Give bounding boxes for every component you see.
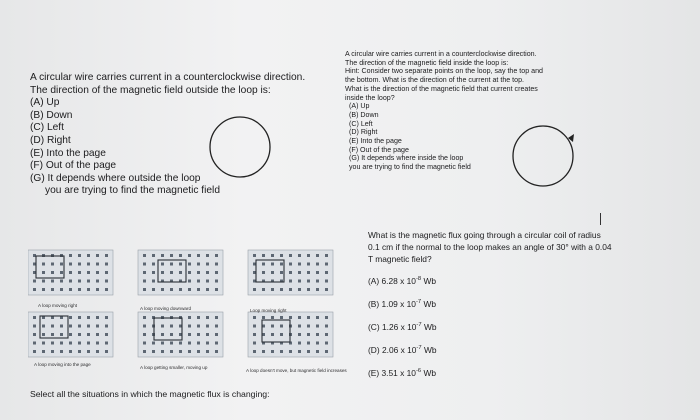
- field-dot-icon: [215, 280, 218, 283]
- field-dot-icon: [96, 254, 99, 257]
- field-dot-icon: [298, 325, 301, 328]
- q1-option-f: (F) Out of the page: [30, 160, 117, 172]
- field-dot-icon: [215, 342, 218, 345]
- field-dot-icon: [96, 271, 99, 274]
- field-dot-icon: [161, 342, 164, 345]
- field-dot-icon: [87, 271, 90, 274]
- field-dot-icon: [170, 254, 173, 257]
- field-dot-icon: [33, 333, 36, 336]
- field-dot-icon: [87, 316, 90, 319]
- field-dot-icon: [271, 333, 274, 336]
- q1-option-d: (D) Right: [30, 134, 71, 146]
- flux-caption-5: A loop getting smaller, moving up: [140, 365, 208, 370]
- field-dot-icon: [253, 342, 256, 345]
- field-dot-icon: [206, 288, 209, 291]
- flux-panel: [248, 312, 333, 357]
- field-dot-icon: [325, 254, 328, 257]
- field-dot-icon: [262, 254, 265, 257]
- field-dot-icon: [161, 263, 164, 266]
- field-dot-icon: [206, 280, 209, 283]
- field-dot-icon: [206, 316, 209, 319]
- field-dot-icon: [152, 350, 155, 353]
- field-dot-icon: [78, 350, 81, 353]
- field-dot-icon: [316, 271, 319, 274]
- field-dot-icon: [60, 271, 63, 274]
- field-dot-icon: [170, 288, 173, 291]
- field-dot-icon: [215, 254, 218, 257]
- field-dot-icon: [298, 342, 301, 345]
- q2-line: A circular wire carries current in a counterclockwise direction.: [345, 50, 537, 58]
- flux-caption-6: A loop doesn't move, but magnetic field increases: [246, 368, 347, 373]
- field-dot-icon: [316, 263, 319, 266]
- field-dot-icon: [262, 316, 265, 319]
- field-dot-icon: [289, 263, 292, 266]
- field-dot-icon: [78, 263, 81, 266]
- field-dot-icon: [298, 280, 301, 283]
- field-dot-icon: [325, 325, 328, 328]
- question-outside-loop: [30, 72, 350, 198]
- field-dot-icon: [289, 254, 292, 257]
- field-dot-icon: [96, 342, 99, 345]
- field-dot-icon: [179, 271, 182, 274]
- flux-caption-2: A loop moving downward: [140, 306, 192, 311]
- field-dot-icon: [152, 288, 155, 291]
- field-dot-icon: [51, 280, 54, 283]
- field-dot-icon: [179, 342, 182, 345]
- q1-line: The direction of the magnetic field outside the loop is:: [30, 84, 271, 96]
- field-dot-icon: [105, 325, 108, 328]
- field-dot-icon: [253, 325, 256, 328]
- field-dot-icon: [33, 342, 36, 345]
- q1-option-g-cont: you are trying to find the magnetic field: [45, 185, 220, 197]
- field-dot-icon: [307, 271, 310, 274]
- field-dot-icon: [105, 271, 108, 274]
- q2-hint: Hint: Consider two separate points on the loop, say the top and: [345, 67, 543, 76]
- field-dot-icon: [60, 350, 63, 353]
- field-dot-icon: [197, 325, 200, 328]
- field-dot-icon: [307, 280, 310, 283]
- field-dot-icon: [215, 333, 218, 336]
- field-dot-icon: [78, 342, 81, 345]
- field-dot-icon: [87, 325, 90, 328]
- field-dot-icon: [96, 280, 99, 283]
- q2-option-b: (B) Down: [349, 110, 379, 119]
- field-dot-icon: [271, 350, 274, 353]
- q1-option-c: (C) Left: [30, 122, 64, 134]
- field-dot-icon: [271, 316, 274, 319]
- field-dot-icon: [280, 288, 283, 291]
- field-dot-icon: [307, 254, 310, 257]
- field-dot-icon: [188, 280, 191, 283]
- field-dot-icon: [215, 288, 218, 291]
- q2-option-c: (C) Left: [349, 119, 373, 128]
- field-dot-icon: [188, 325, 191, 328]
- field-dot-icon: [69, 254, 72, 257]
- field-dot-icon: [179, 263, 182, 266]
- field-dot-icon: [316, 325, 319, 328]
- field-dot-icon: [105, 280, 108, 283]
- field-dot-icon: [42, 288, 45, 291]
- field-dot-icon: [51, 288, 54, 291]
- current-loop-diagram-outside: [205, 112, 275, 182]
- field-dot-icon: [87, 333, 90, 336]
- q2-line: The direction of the magnetic field inside the loop is:: [345, 58, 509, 67]
- field-dot-icon: [69, 342, 72, 345]
- field-dot-icon: [105, 263, 108, 266]
- q2-hint: the bottom. What is the direction of the current at the top.: [345, 76, 525, 85]
- field-dot-icon: [96, 333, 99, 336]
- field-dot-icon: [42, 271, 45, 274]
- field-dot-icon: [152, 280, 155, 283]
- q1-option-g: (G) It depends where outside the loop: [30, 172, 201, 184]
- field-dot-icon: [289, 316, 292, 319]
- field-dot-icon: [96, 263, 99, 266]
- field-dot-icon: [325, 316, 328, 319]
- field-dot-icon: [96, 350, 99, 353]
- field-dot-icon: [42, 342, 45, 345]
- field-dot-icon: [325, 333, 328, 336]
- field-dot-icon: [215, 263, 218, 266]
- field-dot-icon: [69, 350, 72, 353]
- field-dot-icon: [215, 350, 218, 353]
- field-dot-icon: [96, 288, 99, 291]
- field-dot-icon: [161, 288, 164, 291]
- field-dot-icon: [325, 271, 328, 274]
- q3-stem-line: 0.1 cm if the normal to the loop makes an angle of 30° with a 0.04: [368, 241, 612, 252]
- field-dot-icon: [298, 263, 301, 266]
- q2-option-g: (G) It depends where inside the loop: [349, 154, 464, 163]
- flux-caption-1: A loop moving right: [38, 303, 78, 308]
- field-dot-icon: [42, 333, 45, 336]
- field-dot-icon: [105, 333, 108, 336]
- q3-stem-line: T magnetic field?: [368, 253, 432, 264]
- q1-option-a: (A) Up: [30, 97, 60, 109]
- flux-panels-svg: [28, 248, 358, 378]
- field-dot-icon: [87, 263, 90, 266]
- field-dot-icon: [206, 350, 209, 353]
- field-dot-icon: [188, 333, 191, 336]
- q3-option-c: (C) 1.26 x $10^{-7}$ Wb: [368, 321, 437, 332]
- field-dot-icon: [325, 342, 328, 345]
- field-dot-icon: [33, 325, 36, 328]
- field-dot-icon: [253, 288, 256, 291]
- field-dot-icon: [316, 333, 319, 336]
- field-dot-icon: [197, 271, 200, 274]
- field-dot-icon: [280, 263, 283, 266]
- field-dot-icon: [262, 263, 265, 266]
- field-dot-icon: [42, 263, 45, 266]
- current-loop-diagram-inside: [505, 120, 585, 190]
- field-dot-icon: [316, 254, 319, 257]
- flux-panel: [138, 312, 223, 357]
- field-dot-icon: [51, 271, 54, 274]
- field-dot-icon: [152, 263, 155, 266]
- field-dot-icon: [105, 254, 108, 257]
- flux-caption-4: A loop moving into the page: [34, 362, 91, 367]
- current-loop-circle: [210, 117, 270, 177]
- field-dot-icon: [188, 288, 191, 291]
- field-dot-icon: [60, 263, 63, 266]
- field-dot-icon: [170, 325, 173, 328]
- field-dot-icon: [262, 350, 265, 353]
- field-dot-icon: [143, 254, 146, 257]
- field-dot-icon: [143, 342, 146, 345]
- field-dot-icon: [87, 280, 90, 283]
- field-dot-icon: [69, 325, 72, 328]
- field-dot-icon: [87, 342, 90, 345]
- field-dot-icon: [60, 342, 63, 345]
- field-dot-icon: [325, 280, 328, 283]
- field-dot-icon: [170, 342, 173, 345]
- field-dot-icon: [271, 263, 274, 266]
- field-dot-icon: [143, 288, 146, 291]
- q2-option-e: (E) Into the page: [349, 137, 402, 146]
- field-dot-icon: [33, 316, 36, 319]
- field-dot-icon: [179, 254, 182, 257]
- field-dot-icon: [105, 316, 108, 319]
- field-dot-icon: [197, 254, 200, 257]
- field-dot-icon: [188, 350, 191, 353]
- field-dot-icon: [152, 342, 155, 345]
- field-dot-icon: [105, 288, 108, 291]
- field-dot-icon: [206, 325, 209, 328]
- field-dot-icon: [289, 350, 292, 353]
- field-dot-icon: [215, 271, 218, 274]
- q3-option-e: (E) 3.51 x $10^{-6}$ Wb: [368, 367, 437, 378]
- field-dot-icon: [206, 342, 209, 345]
- field-dot-icon: [87, 350, 90, 353]
- field-dot-icon: [307, 316, 310, 319]
- field-dot-icon: [197, 333, 200, 336]
- field-dot-icon: [188, 342, 191, 345]
- field-dot-icon: [152, 271, 155, 274]
- q2-option-g-cont: you are trying to find the magnetic field: [349, 163, 471, 172]
- field-dot-icon: [51, 333, 54, 336]
- q2-option-d: (D) Right: [349, 128, 378, 137]
- field-dot-icon: [78, 280, 81, 283]
- q2-hint: What is the direction of the magnetic field that current creates: [345, 84, 538, 93]
- field-dot-icon: [316, 288, 319, 291]
- field-dot-icon: [307, 350, 310, 353]
- flux-caption-3: Loop moving right: [250, 308, 287, 313]
- field-dot-icon: [33, 280, 36, 283]
- field-dot-icon: [78, 288, 81, 291]
- field-dot-icon: [188, 271, 191, 274]
- field-dot-icon: [197, 280, 200, 283]
- field-dot-icon: [206, 254, 209, 257]
- field-dot-icon: [316, 342, 319, 345]
- field-dot-icon: [271, 254, 274, 257]
- field-dot-icon: [161, 325, 164, 328]
- text-cursor: [600, 213, 601, 225]
- q2-option-a: (A) Up: [349, 102, 370, 111]
- field-dot-icon: [206, 263, 209, 266]
- field-dot-icon: [143, 316, 146, 319]
- field-dot-icon: [325, 263, 328, 266]
- field-dot-icon: [298, 316, 301, 319]
- field-dot-icon: [170, 263, 173, 266]
- field-dot-icon: [316, 280, 319, 283]
- field-dot-icon: [60, 333, 63, 336]
- q2-option-f: (F) Out of the page: [349, 145, 409, 154]
- field-dot-icon: [197, 316, 200, 319]
- q1-option-b: (B) Down: [30, 109, 73, 121]
- field-dot-icon: [307, 288, 310, 291]
- field-dot-icon: [161, 271, 164, 274]
- field-dot-icon: [78, 271, 81, 274]
- field-dot-icon: [197, 350, 200, 353]
- field-dot-icon: [197, 288, 200, 291]
- field-dot-icon: [298, 254, 301, 257]
- field-dot-icon: [105, 350, 108, 353]
- field-dot-icon: [51, 263, 54, 266]
- field-dot-icon: [143, 350, 146, 353]
- field-dot-icon: [152, 254, 155, 257]
- field-dot-icon: [197, 263, 200, 266]
- field-dot-icon: [325, 288, 328, 291]
- field-dot-icon: [253, 333, 256, 336]
- field-dot-icon: [33, 350, 36, 353]
- field-dot-icon: [253, 254, 256, 257]
- field-dot-icon: [271, 288, 274, 291]
- q3-option-b: (B) 1.09 x $10^{-7}$ Wb: [368, 299, 437, 310]
- flux-panel: [248, 250, 333, 295]
- flux-panel: [138, 250, 223, 295]
- field-dot-icon: [307, 342, 310, 345]
- q2-hint: inside the loop?: [345, 93, 395, 102]
- field-dot-icon: [253, 350, 256, 353]
- field-dot-icon: [316, 350, 319, 353]
- field-dot-icon: [60, 280, 63, 283]
- field-dot-icon: [143, 325, 146, 328]
- field-dot-icon: [143, 271, 146, 274]
- flux-panel: [28, 312, 113, 357]
- field-dot-icon: [307, 263, 310, 266]
- field-dot-icon: [206, 271, 209, 274]
- field-dot-icon: [60, 288, 63, 291]
- field-dot-icon: [271, 325, 274, 328]
- question-magnetic-flux: [368, 230, 678, 379]
- field-dot-icon: [289, 280, 292, 283]
- field-dot-icon: [298, 271, 301, 274]
- field-dot-icon: [69, 263, 72, 266]
- field-dot-icon: [143, 333, 146, 336]
- field-dot-icon: [42, 350, 45, 353]
- field-dot-icon: [161, 350, 164, 353]
- field-dot-icon: [170, 333, 173, 336]
- field-dot-icon: [105, 342, 108, 345]
- field-dot-icon: [197, 342, 200, 345]
- field-dot-icon: [179, 350, 182, 353]
- field-dot-icon: [298, 288, 301, 291]
- field-dot-icon: [298, 333, 301, 336]
- field-dot-icon: [42, 280, 45, 283]
- field-dot-icon: [170, 271, 173, 274]
- field-dot-icon: [78, 316, 81, 319]
- field-dot-icon: [69, 271, 72, 274]
- flux-question-prompt: Select all the situations in which the magnetic flux is changing:: [30, 389, 270, 399]
- field-dot-icon: [289, 271, 292, 274]
- current-loop-circle: [513, 126, 573, 186]
- q1-option-e: (E) Into the page: [30, 147, 106, 159]
- field-dot-icon: [96, 325, 99, 328]
- field-dot-icon: [78, 254, 81, 257]
- field-dot-icon: [280, 316, 283, 319]
- field-dot-icon: [87, 288, 90, 291]
- q3-option-a: (A) 6.28 x $10^{-8}$ Wb: [368, 276, 437, 287]
- flux-situations-diagrams: [28, 248, 358, 378]
- field-dot-icon: [69, 280, 72, 283]
- field-dot-icon: [78, 325, 81, 328]
- field-dot-icon: [78, 333, 81, 336]
- field-dot-icon: [87, 254, 90, 257]
- q3-option-d: (D) 2.06 x $10^{-7}$ Wb: [368, 344, 437, 355]
- field-dot-icon: [316, 316, 319, 319]
- field-dot-icon: [60, 325, 63, 328]
- field-dot-icon: [188, 316, 191, 319]
- field-dot-icon: [280, 254, 283, 257]
- field-dot-icon: [298, 350, 301, 353]
- field-dot-icon: [206, 333, 209, 336]
- field-dot-icon: [170, 350, 173, 353]
- field-dot-icon: [161, 254, 164, 257]
- field-dot-icon: [179, 288, 182, 291]
- field-dot-icon: [69, 288, 72, 291]
- q3-stem-line: What is the magnetic flux going through a circular coil of radius: [368, 230, 601, 240]
- field-dot-icon: [262, 271, 265, 274]
- field-dot-icon: [69, 316, 72, 319]
- q1-line: A circular wire carries current in a counterclockwise direction.: [30, 72, 306, 83]
- field-dot-icon: [307, 333, 310, 336]
- field-dot-icon: [188, 254, 191, 257]
- field-dot-icon: [271, 271, 274, 274]
- flux-panel: [28, 250, 113, 295]
- field-dot-icon: [33, 288, 36, 291]
- field-dot-icon: [280, 333, 283, 336]
- field-dot-icon: [215, 316, 218, 319]
- field-dot-icon: [143, 263, 146, 266]
- field-dot-icon: [188, 263, 191, 266]
- field-dot-icon: [307, 325, 310, 328]
- field-dot-icon: [280, 271, 283, 274]
- field-dot-icon: [42, 325, 45, 328]
- field-dot-icon: [51, 325, 54, 328]
- field-dot-icon: [289, 288, 292, 291]
- field-dot-icon: [280, 325, 283, 328]
- field-dot-icon: [161, 333, 164, 336]
- field-dot-icon: [143, 280, 146, 283]
- field-dot-icon: [51, 350, 54, 353]
- field-dot-icon: [69, 333, 72, 336]
- field-dot-icon: [51, 342, 54, 345]
- field-dot-icon: [262, 288, 265, 291]
- field-dot-icon: [253, 316, 256, 319]
- field-dot-icon: [96, 316, 99, 319]
- field-dot-icon: [325, 350, 328, 353]
- field-dot-icon: [215, 325, 218, 328]
- field-dot-icon: [280, 350, 283, 353]
